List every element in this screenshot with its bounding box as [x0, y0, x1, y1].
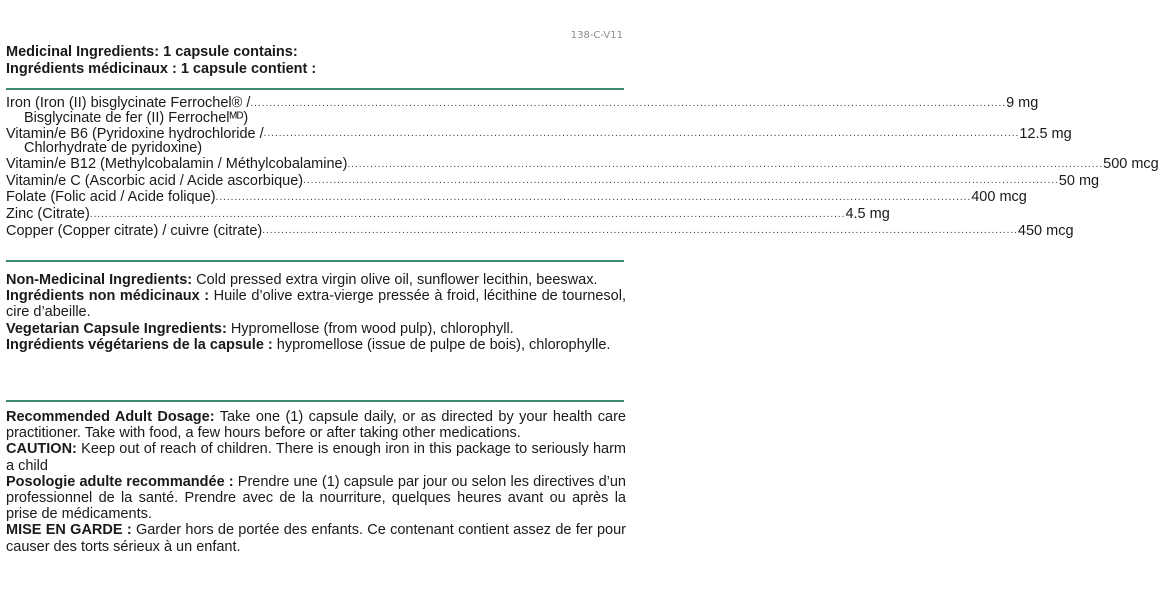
- ingredient-name: Zinc (Citrate): [6, 205, 90, 222]
- vegetarian-capsule-en: [6, 321, 626, 337]
- label: Ingrédients non médicinaux :: [6, 288, 210, 305]
- text: Garder hors de portée des enfants. Ce contenant contient assez de fer pour causer des torts sérieux à un enfant.: [6, 522, 626, 555]
- text: hypromellose (issue de pulpe de bois), chlorophylle.: [272, 336, 611, 353]
- divider: [6, 400, 624, 402]
- ingredient-name-french: Chlorhydrate de pyridoxine): [24, 140, 203, 157]
- leader-dots: ........................................................................................................................................................................................................: [89, 208, 846, 220]
- ingredient-name: Iron (Iron (II) bisglycinate Ferrochel® /: [6, 95, 251, 111]
- leader-dots: ........................................................................................................................................................................................................: [303, 175, 1059, 187]
- non-medicinal-en: [6, 272, 626, 288]
- header-en: Medicinal Ingredients: 1 capsule contains:: [6, 44, 298, 60]
- ingredient-row: [6, 156, 1159, 173]
- ingredient-name: Vitamin/e B6 (Pyridoxine hydrochloride /: [6, 125, 264, 142]
- dosage-fr: [6, 474, 626, 523]
- label: Recommended Adult Dosage:: [6, 409, 215, 425]
- divider: [6, 88, 624, 90]
- caution-en: [6, 441, 626, 473]
- text: Keep out of reach of children. There is enough iron in this package to seriously harm a child: [6, 441, 626, 474]
- dosage-en: [6, 409, 626, 441]
- ingredient-amount: 4.5 mg: [845, 205, 890, 222]
- ingredient-name: Vitamin/e C (Ascorbic acid / Acide ascorbique): [6, 172, 304, 189]
- divider: [6, 260, 624, 262]
- ingredient-amount: 50 mg: [1058, 172, 1100, 189]
- label: CAUTION:: [6, 441, 77, 458]
- caution-fr: [6, 522, 626, 554]
- ingredient-amount: 450 mcg: [1017, 222, 1074, 239]
- label: Ingrédients végétariens de la capsule :: [6, 336, 273, 353]
- label: Posologie adulte recommandée :: [6, 473, 234, 490]
- dosage-section: [6, 409, 626, 555]
- ingredient-row: [6, 189, 1027, 206]
- label: Non-Medicinal Ingredients:: [6, 272, 193, 288]
- medicinal-ingredients-header: [6, 44, 624, 78]
- ingredient-amount: 400 mcg: [971, 189, 1027, 206]
- leader-dots: ........................................................................................................................................................................................................: [215, 191, 972, 203]
- product-code: 138-C-V11: [570, 30, 623, 41]
- ingredient-name-french: Bisglycinate de fer (II) Ferrochelᴹᴰ): [24, 109, 249, 126]
- leader-dots: ........................................................................................................................................................................................................: [262, 225, 1018, 237]
- label: MISE EN GARDE :: [6, 522, 132, 539]
- ingredient-amount: 12.5 mg: [1019, 125, 1072, 142]
- text: Take one (1) capsule daily, or as directed by your health care practitioner. Take with food, a few hours before or after taking other medications.: [6, 409, 627, 442]
- ingredient-list: [6, 95, 1159, 239]
- text: Hypromellose (from wood pulp), chlorophyll.: [226, 320, 514, 337]
- ingredient-amount: 9 mg: [1006, 95, 1039, 111]
- leader-dots: ........................................................................................................................................................................................................: [263, 128, 1020, 140]
- non-medicinal-section: [6, 272, 626, 353]
- text: Prendre une (1) capsule par jour ou selon les directives d’un professionnel de la santé. Prendre avec de la nourriture, quelques heures avant ou après la prise de médicaments.: [6, 473, 626, 523]
- leader-dots: ........................................................................................................................................................................................................: [250, 97, 1007, 109]
- ingredient-row: [6, 205, 890, 223]
- header-fr: Ingrédients médicinaux : 1 capsule contient :: [6, 61, 317, 77]
- text: Cold pressed extra virgin olive oil, sunflower lecithin, beeswax.: [192, 272, 598, 288]
- ingredient-row: [6, 222, 1074, 240]
- non-medicinal-fr: [6, 288, 626, 320]
- ingredient-amount: 500 mcg: [1103, 156, 1159, 173]
- text: Huile d’olive extra-vierge pressée à froid, lécithine de tournesol, cire d’abeille.: [6, 288, 626, 321]
- leader-dots: ........................................................................................................................................................................................................: [347, 158, 1104, 170]
- ingredient-name: Folate (Folic acid / Acide folique): [6, 189, 216, 206]
- label: Vegetarian Capsule Ingredients:: [6, 320, 227, 337]
- ingredient-name: Copper (Copper citrate) / cuivre (citrate): [6, 222, 263, 239]
- ingredient-name: Vitamin/e B12 (Methylcobalamin / Méthylcobalamine): [6, 156, 348, 173]
- vegetarian-capsule-fr: [6, 337, 626, 353]
- ingredient-row: [6, 172, 1100, 190]
